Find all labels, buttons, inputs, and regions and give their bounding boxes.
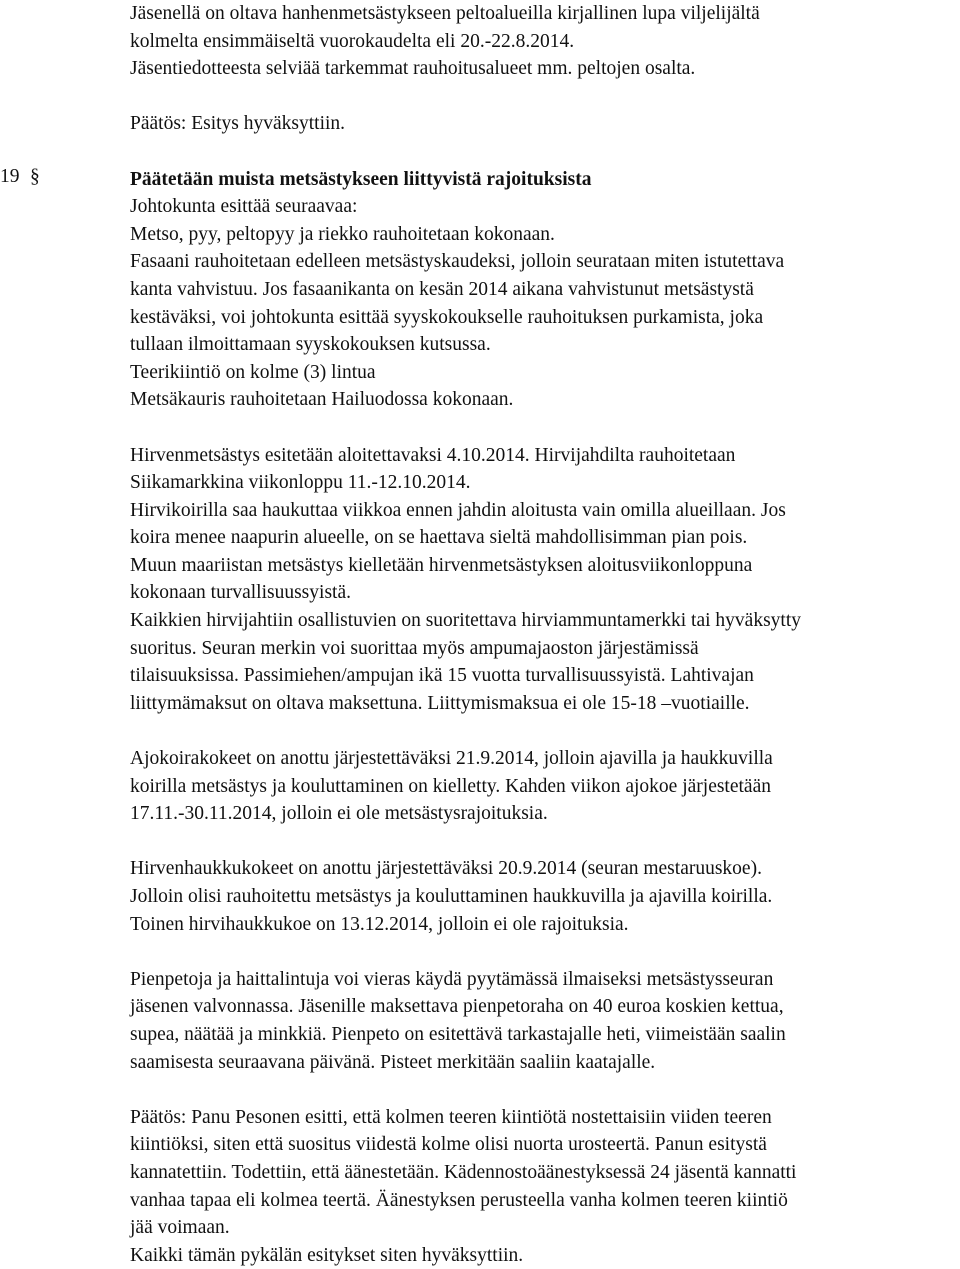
text-line: liittymämaksut on oltava maksettuna. Liittymismaksua ei ole 15-18 –vuotiaille. — [130, 692, 750, 714]
text-line: kestäväksi, voi johtokunta esittää syyskokoukselle rauhoituksen purkamista, joka — [130, 306, 764, 328]
small-predators-paragraph — [130, 966, 950, 1076]
text-line: Jolloin olisi rauhoitettu metsästys ja kouluttaminen haukkuvilla ja ajavilla koirilla. — [130, 886, 773, 907]
text-line: Kaikkien hirvijahtiin osallistuvien on suoritettava hirviammuntamerkki tai hyväksytty — [130, 610, 801, 632]
text-line: Fasaani rauhoitetaan edelleen metsästyskaudeksi, jolloin seurataan miten istutettava — [130, 251, 785, 273]
text-line: suoritus. Seuran merkin voi suorittaa myös ampumajaoston järjestämissä — [130, 637, 699, 659]
text-line: Pienpetoja ja haittalintuja voi vieras käydä pyytämässä ilmaiseksi metsästysseuran — [130, 968, 774, 990]
text-line: kannatettiin. Todettiin, että äänestetään. Kädennostoäänestyksessä 24 jäsentä kannatti — [130, 1161, 797, 1183]
text-line: Muun maariistan metsästys kielletään hirvenmetsästyksen aloitusviikonloppuna — [130, 554, 753, 576]
text-line: Johtokunta esittää seuraavaa: — [130, 196, 358, 218]
text-line: Teerikiintiö on kolme (3) lintua — [130, 361, 376, 383]
text-line: tilaisuuksissa. Passimiehen/ampujan ikä 15 vuotta turvallisuussyistä. Lahtivajan — [130, 665, 754, 687]
text-line: kolmelta ensimmäiseltä vuorokaudelta eli 20.-22.8.2014. — [130, 30, 575, 52]
text-line: Kaikki tämän pykälän esitykset siten hyväksyttiin. — [130, 1244, 524, 1266]
text-line: kanta vahvistuu. Jos fasaanikanta on kesän 2014 aikana vahvistunut metsästystä — [130, 278, 754, 300]
text-line: koira menee naapurin alueelle, on se haettava sieltä mahdollisimman pian pois. — [130, 527, 748, 549]
text-line: Siikamarkkina viikonloppu 11.-12.10.2014. — [130, 472, 471, 494]
text-line: Metsäkauris rauhoitetaan Hailuodossa kokonaan. — [130, 389, 514, 411]
text-line: Hirvenmetsästys esitetään aloitettavaksi 4.10.2014. Hirvijahdilta rauhoitetaan — [130, 444, 736, 466]
text-line: Hirvenhaukkukokeet on anottu järjestettäväksi 20.9.2014 (seuran mestaruuskoe). — [130, 858, 762, 880]
moose-hunting-paragraph — [130, 442, 950, 718]
paragraph-mark: § — [30, 166, 40, 187]
section-number-text: 19 — [0, 166, 20, 187]
text-line: kiintiöksi, siten että suositus viidestä kolme olisi nuorta urosteertä. Panun esitystä — [130, 1134, 767, 1156]
text-line: 17.11.-30.11.2014, jolloin ei ole metsästysrajoituksia. — [130, 803, 548, 825]
text-line: kokonaan turvallisuussyistä. — [130, 582, 351, 604]
text-line: tullaan ilmoittamaan syyskokouksen kutsussa. — [130, 334, 491, 356]
text-line: jää voimaan. — [130, 1217, 230, 1239]
text-line: Jäsenellä on oltava hanhenmetsästykseen peltoalueilla kirjallinen lupa viljelijältä — [130, 3, 760, 24]
section-19 — [130, 166, 950, 414]
text-line: Toinen hirvihaukkukoe on 13.12.2014, jolloin ei ole rajoituksia. — [130, 913, 629, 935]
text-line: Metso, pyy, peltopyy ja riekko rauhoitetaan kokonaan. — [130, 223, 555, 245]
intro-paragraph — [130, 0, 950, 83]
body-text — [130, 0, 950, 1269]
text-line: Päätös: Panu Pesonen esitti, että kolmen teeren kiintiötä nostettaisiin viiden teeren — [130, 1106, 772, 1128]
text-line: Hirvikoirilla saa haukuttaa viikkoa ennen jahdin aloitusta vain omilla alueillaan. Jos — [130, 499, 786, 521]
hound-trials-paragraph — [130, 745, 950, 828]
text-line: vanhaa tapaa eli kolmea teertä. Äänestyksen perusteella vanha kolmen teeren kiintiö — [130, 1189, 788, 1211]
section-heading: Päätetään muista metsästykseen liittyvistä rajoituksista — [130, 168, 592, 190]
text-line: Ajokoirakokeet on anottu järjestettäväksi 21.9.2014, jolloin ajavilla ja haukkuvilla — [130, 748, 773, 770]
text-line: Jäsentiedotteesta selviää tarkemmat rauhoitusalueet mm. peltojen osalta. — [130, 58, 696, 80]
decision-line: Päätös: Esitys hyväksyttiin. — [130, 113, 346, 135]
elkhound-trials-paragraph — [130, 855, 950, 938]
text-line: supea, näätää ja minkkiä. Pienpeto on esitettävä tarkastajalle heti, viimeistään saalin — [130, 1023, 786, 1045]
decision-paragraph — [130, 1104, 950, 1269]
text-line: saamisesta seuraavana päivänä. Pisteet merkitään saaliin kaatajalle. — [130, 1051, 656, 1073]
text-line: jäsenen valvonnassa. Jäsenille maksettava pienpetoraha on 40 euroa koskien kettua, — [130, 996, 784, 1018]
text-line: koirilla metsästys ja kouluttaminen on kielletty. Kahden viikon ajokoe järjestetään — [130, 775, 771, 797]
